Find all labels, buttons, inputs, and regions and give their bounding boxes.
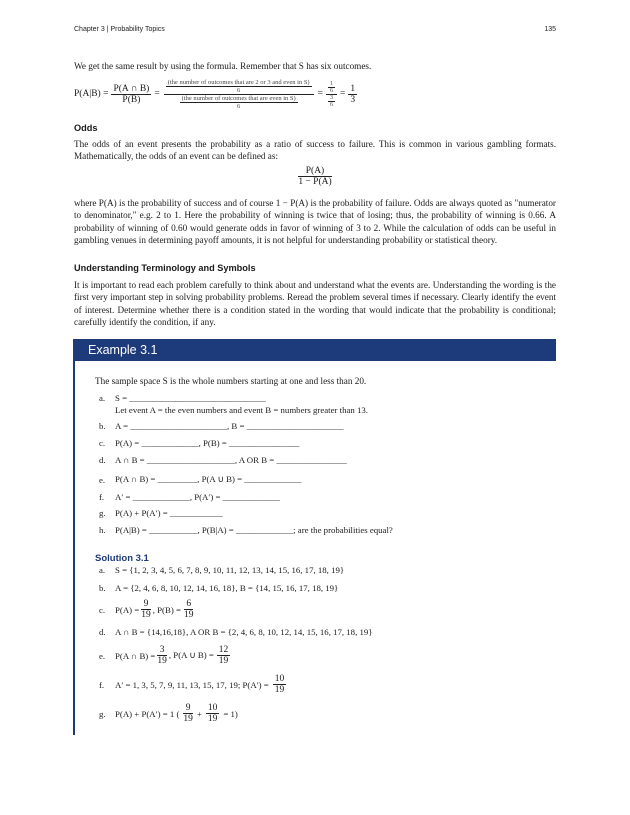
frac-num: 9 <box>141 599 151 610</box>
item-label: f. <box>99 492 105 502</box>
compound-bot-n: 3 <box>329 94 333 101</box>
frac-den: 19 <box>141 610 151 620</box>
running-header-chapter: Chapter 3 | Probability Topics <box>74 26 165 33</box>
example-item-e <box>99 474 301 485</box>
compound-numerator <box>326 81 337 95</box>
solution-heading: Solution 3.1 <box>95 553 149 564</box>
sol-e-frac-2 <box>217 645 231 666</box>
solution-a <box>99 565 344 575</box>
compound-top-d: 6 <box>329 87 333 94</box>
item-text: A ∩ B = ____________________, A OR B = ________________ <box>115 455 347 465</box>
solution-c <box>99 599 193 620</box>
sol-pre: A′ = 1, 3, 5, 7, 9, 11, 13, 15, 17, 19; P(A′) = <box>115 679 269 690</box>
sol-e-frac-1 <box>157 645 167 666</box>
sol-pre: P(A) = <box>115 604 140 615</box>
big-denominator-text: (the number of outcomes that are even in S) <box>181 94 296 102</box>
item-label: e. <box>99 474 106 485</box>
formula-big-denominator <box>164 95 314 110</box>
formula-fraction-numerator: P(A ∩ B) <box>113 83 150 94</box>
item-text: Let event A = the even numbers and event B = numbers greater than 13. <box>115 405 368 415</box>
sol-label: c. <box>99 604 106 615</box>
solution-e <box>99 645 230 666</box>
item-label: a. <box>99 393 106 403</box>
sol-label: a. <box>99 565 106 575</box>
example-item-h <box>99 525 393 535</box>
solution-b <box>99 583 338 593</box>
compound-top-n: 1 <box>329 80 333 87</box>
big-denominator-six: 6 <box>237 102 241 110</box>
formula-big-numerator <box>164 79 314 95</box>
item-label: h. <box>99 525 106 535</box>
frac-den: 19 <box>274 685 285 695</box>
example-item-note <box>99 405 368 415</box>
formula-big-denominator-inner <box>180 95 298 110</box>
page-number: 135 <box>544 26 556 33</box>
sol-g-frac-2 <box>206 703 220 724</box>
sol-label: b. <box>99 583 106 593</box>
example-intro: The sample space S is the whole numbers starting at one and less than 20. <box>95 376 367 386</box>
frac-num: 10 <box>274 674 285 684</box>
formula-intro-text: We get the same result by using the formula. Remember that S has six outcomes. <box>74 61 372 71</box>
example-item-d <box>99 455 347 465</box>
formula-compound-fraction <box>326 81 337 108</box>
odds-denominator: 1 − P(A) <box>298 177 332 187</box>
sol-pre: P(A ∩ B) = <box>115 650 156 661</box>
item-text: P(A) = _____________, P(B) = ________________ <box>115 438 300 448</box>
frac-num: 6 <box>184 599 194 610</box>
item-text: A = ______________________, B = ______________________ <box>115 421 344 431</box>
sol-c-frac-2 <box>184 599 194 620</box>
formula-equals-3: = <box>339 89 346 99</box>
frac-num: 9 <box>183 703 193 714</box>
sol-f-frac <box>273 674 287 695</box>
formula-big-fraction <box>164 79 314 110</box>
sol-g-frac-1 <box>183 703 193 724</box>
solution-g <box>99 703 238 724</box>
frac-den: 19 <box>157 656 167 666</box>
frac-num: 3 <box>157 645 167 656</box>
item-text: S = _______________________________ <box>115 393 266 403</box>
formula-result <box>348 84 357 105</box>
result-denominator: 3 <box>350 94 356 105</box>
odds-heading: Odds <box>74 123 98 133</box>
item-text: P(A) + P(A′) = ____________ <box>115 508 223 518</box>
example-left-rule <box>73 339 75 735</box>
example-item-g <box>99 508 223 518</box>
compound-bottom-fraction <box>328 95 335 108</box>
sol-post: = 1) <box>223 708 238 719</box>
formula-equals: = <box>154 89 160 99</box>
frac-den: 19 <box>207 714 218 724</box>
sol-c-frac-1 <box>141 599 151 620</box>
example-item-a <box>99 393 266 403</box>
compound-bot-d: 6 <box>329 101 333 108</box>
formula-equals-2: = <box>317 89 323 99</box>
sol-label: e. <box>99 650 106 661</box>
formula-lhs: P(A|B) = <box>74 89 109 99</box>
frac-den: 19 <box>183 714 193 724</box>
solution-d <box>99 627 373 637</box>
item-text: P(A ∩ B) = _________, P(A ∪ B) = _____________ <box>115 474 302 484</box>
odds-formula <box>0 166 630 187</box>
formula-fraction <box>111 84 151 105</box>
compound-top-fraction <box>328 81 335 94</box>
odds-paragraph-2: where P(A) is the probability of success and of course 1 − P(A) is the probability of failure. Odds are always quoted as "numerator to denominator," e.g. 2 to 1. Here the probability of winning is twice that of losing; thus, the probability of winning is 0.66. A probability of winning of 0.60 would generate odds in favor of winning of 3 to 2. While the calculation of odds can be useful in gambling venues in determining payoff amounts, it is not helpful for understanding probability or statistical theory. <box>74 198 556 246</box>
sol-pre: P(A) + P(A′) = 1 ( <box>115 708 180 719</box>
item-label: c. <box>99 438 106 448</box>
big-numerator-six: 6 <box>237 86 241 94</box>
sol-text: A = {2, 4, 6, 8, 10, 12, 14, 16, 18}, B = {14, 15, 16, 17, 18, 19} <box>115 583 339 593</box>
example-title-bar: Example 3.1 <box>74 339 556 361</box>
item-label: d. <box>99 455 106 465</box>
formula-big-numerator-inner <box>166 79 312 94</box>
terminology-heading: Understanding Terminology and Symbols <box>74 263 256 273</box>
result-numerator: 1 <box>350 83 356 94</box>
sol-mid: , P(B) = <box>152 604 181 615</box>
sol-label: f. <box>99 679 105 690</box>
item-text: A′ = _____________, P(A′) = _____________ <box>115 492 280 502</box>
conditional-probability-formula <box>74 79 357 109</box>
frac-num: 10 <box>207 703 218 713</box>
sol-mid: , P(A ∪ B) = <box>168 650 214 660</box>
odds-numerator: P(A) <box>298 166 331 177</box>
big-numerator-text: (the number of outcomes that are 2 or 3 and even in S) <box>167 78 310 86</box>
terminology-paragraph: It is important to read each problem carefully to think about and understand what the events are. Understanding the wording is the first very important step in solving probability problems. Reread the problem several times if necessary. Clearly identify the event of interest. Determine whether there is a condition stated in the wording that would indicate that the probability is conditional; carefully identify the condition, if any. <box>74 280 556 328</box>
example-item-b <box>99 421 343 431</box>
item-text: P(A|B) = ___________, P(B|A) = _____________; are the probabilities equal? <box>115 525 393 535</box>
sol-text: S = {1, 2, 3, 4, 5, 6, 7, 8, 9, 10, 11, 12, 13, 14, 15, 16, 17, 18, 19} <box>115 565 345 575</box>
example-item-f <box>99 492 280 502</box>
example-item-c <box>99 438 299 448</box>
item-label: g. <box>99 508 106 518</box>
formula-fraction-denominator: P(B) <box>122 94 141 105</box>
item-label: b. <box>99 421 106 431</box>
frac-num: 12 <box>218 645 229 655</box>
sol-label: g. <box>99 708 106 719</box>
sol-mid: + <box>196 708 202 719</box>
odds-fraction <box>298 166 331 187</box>
sol-text: A ∩ B = {14,16,18}, A OR B = {2, 4, 6, 8, 10, 12, 14, 15, 16, 17, 18, 19} <box>115 627 373 637</box>
frac-den: 19 <box>218 656 229 666</box>
compound-denominator <box>326 95 337 108</box>
solution-f <box>99 674 286 695</box>
odds-paragraph-1: The odds of an event presents the probability as a ratio of success to failure. This is common in various gambling formats. Mathematically, the odds of an event can be defined as: <box>74 139 556 162</box>
frac-den: 19 <box>183 610 194 620</box>
sol-label: d. <box>99 627 106 637</box>
